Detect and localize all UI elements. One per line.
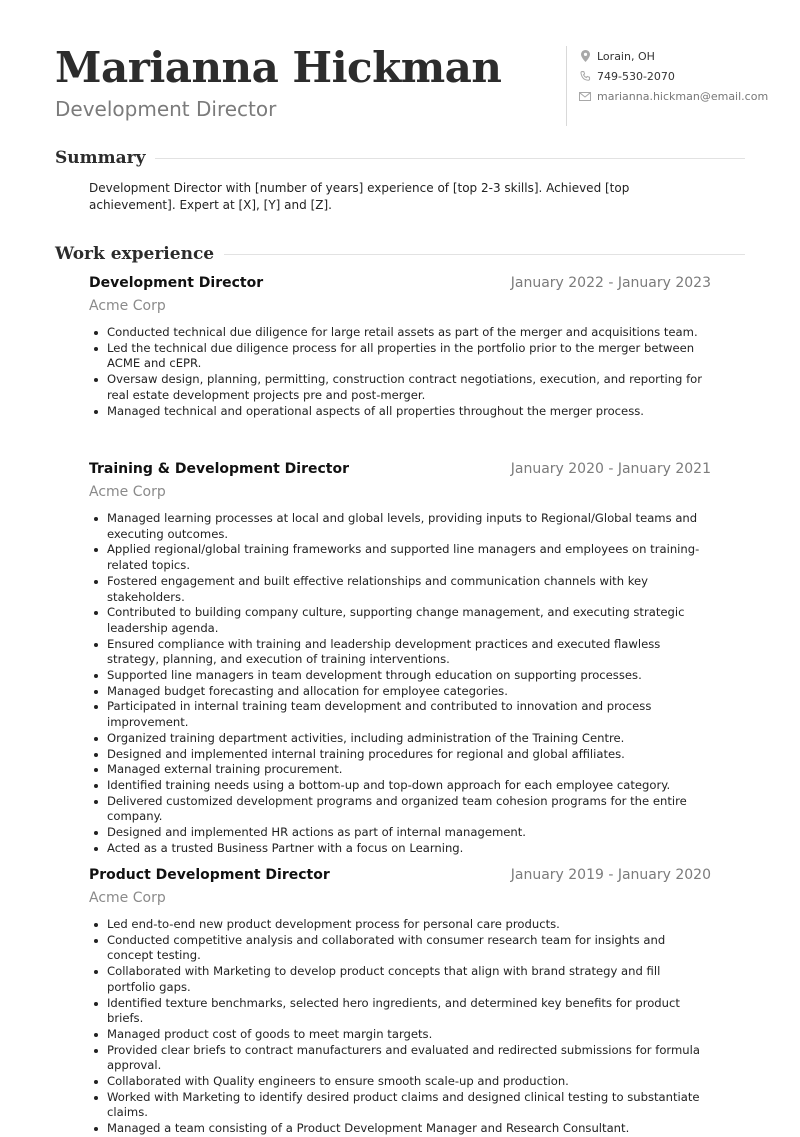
candidate-name: Marianna Hickman <box>55 43 502 92</box>
location-text: Lorain, OH <box>597 49 655 63</box>
job-dates: January 2020 - January 2021 <box>510 461 711 477</box>
job-entry <box>89 275 711 419</box>
job-bullet: Fostered engagement and built effective relationships and communication channels with key stakeholders. <box>89 574 711 605</box>
job-company: Acme Corp <box>89 484 166 500</box>
phone-text: 749-530-2070 <box>597 69 675 83</box>
summary-text: Development Director with [number of years] experience of [top 2-3 skills]. Achieved [top achievement]. Expert at [X], [Y] and [Z]. <box>89 181 630 212</box>
job-bullet: Identified texture benchmarks, selected hero ingredients, and determined key benefits for product briefs. <box>89 996 711 1027</box>
job-bullet: Designed and implemented HR actions as part of internal management. <box>89 825 711 841</box>
job-dates: January 2019 - January 2020 <box>510 867 711 883</box>
job-bullet: Conducted competitive analysis and collaborated with consumer research team for insights and concept testing. <box>89 933 711 964</box>
contact-email[interactable] <box>577 86 768 106</box>
job-bullet: Applied regional/global training frameworks and supported line managers and employees on training-related topics. <box>89 542 711 573</box>
phone-icon <box>577 69 593 83</box>
job-bullet: Acted as a trusted Business Partner with a focus on Learning. <box>89 841 711 857</box>
job-company: Acme Corp <box>89 890 166 906</box>
envelope-icon <box>577 89 593 103</box>
job-title: Development Director <box>89 275 264 291</box>
job-entry <box>89 461 711 856</box>
location-pin-icon <box>577 49 593 63</box>
contact-phone <box>577 66 768 86</box>
job-bullet: Delivered customized development programs and organized team cohesion programs for the entire company. <box>89 794 711 825</box>
job-bullet: Designed and implemented internal training procedures for regional and global affiliates. <box>89 747 711 763</box>
job-bullet: Organized training department activities, including administration of the Training Centre. <box>89 731 711 747</box>
job-bullet: Managed technical and operational aspects of all properties throughout the merger process. <box>89 404 711 420</box>
job-title: Training & Development Director <box>89 461 349 477</box>
work-section <box>55 242 745 266</box>
job-bullet: Supported line managers in team development through education on supporting processes. <box>89 668 711 684</box>
section-divider <box>155 158 745 159</box>
job-bullet: Conducted technical due diligence for large retail assets as part of the merger and acquisitions team. <box>89 325 711 341</box>
contact-location <box>577 46 768 66</box>
job-bullet: Participated in internal training team development and contributed to innovation and process improvement. <box>89 699 711 730</box>
job-bullet: Managed external training procurement. <box>89 762 711 778</box>
contact-block <box>566 46 768 126</box>
job-bullet: Collaborated with Marketing to develop product concepts that align with brand strategy and fill portfolio gaps. <box>89 964 711 995</box>
job-bullets <box>89 917 711 1137</box>
job-header <box>89 867 711 887</box>
job-entry <box>89 867 711 1137</box>
work-heading <box>55 242 745 266</box>
job-bullets <box>89 511 711 856</box>
job-bullet: Ensured compliance with training and leadership development practices and executed flawless strategy, planning, and execution of training interventions. <box>89 637 711 668</box>
job-header <box>89 461 711 481</box>
job-bullet: Managed learning processes at local and global levels, providing inputs to Regional/Global teams and executing outcomes. <box>89 511 711 542</box>
job-bullet: Contributed to building company culture, supporting change management, and executing strategic leadership agenda. <box>89 605 711 636</box>
job-bullet: Led the technical due diligence process for all properties in the portfolio prior to the merger between ACME and cEPR. <box>89 341 711 372</box>
job-bullets <box>89 325 711 419</box>
work-title: Work experience <box>55 244 215 264</box>
job-bullet: Identified training needs using a bottom-up and top-down approach for each employee category. <box>89 778 711 794</box>
job-bullet: Led end-to-end new product development process for personal care products. <box>89 917 711 933</box>
email-text[interactable]: marianna.hickman@email.com <box>597 89 769 103</box>
job-bullet: Managed budget forecasting and allocation for employee categories. <box>89 684 711 700</box>
candidate-role: Development Director <box>55 97 277 121</box>
summary-title: Summary <box>55 148 146 168</box>
job-bullet: Worked with Marketing to identify desired product claims and designed clinical testing to substantiate claims. <box>89 1090 711 1121</box>
job-company: Acme Corp <box>89 298 166 314</box>
job-dates: January 2022 - January 2023 <box>510 275 711 291</box>
job-bullet: Managed a team consisting of a Product Development Manager and Research Consultant. <box>89 1121 711 1137</box>
job-title: Product Development Director <box>89 867 330 883</box>
section-divider <box>224 254 745 255</box>
summary-heading <box>55 146 745 170</box>
job-bullet: Collaborated with Quality engineers to ensure smooth scale-up and production. <box>89 1074 711 1090</box>
job-bullet: Oversaw design, planning, permitting, construction contract negotiations, execution, and reporting for real estate development projects pre and post-merger. <box>89 372 711 403</box>
job-bullet: Provided clear briefs to contract manufacturers and evaluated and redirected submissions for formula approval. <box>89 1043 711 1074</box>
job-bullet: Managed product cost of goods to meet margin targets. <box>89 1027 711 1043</box>
job-header <box>89 275 711 295</box>
summary-section <box>55 146 745 214</box>
